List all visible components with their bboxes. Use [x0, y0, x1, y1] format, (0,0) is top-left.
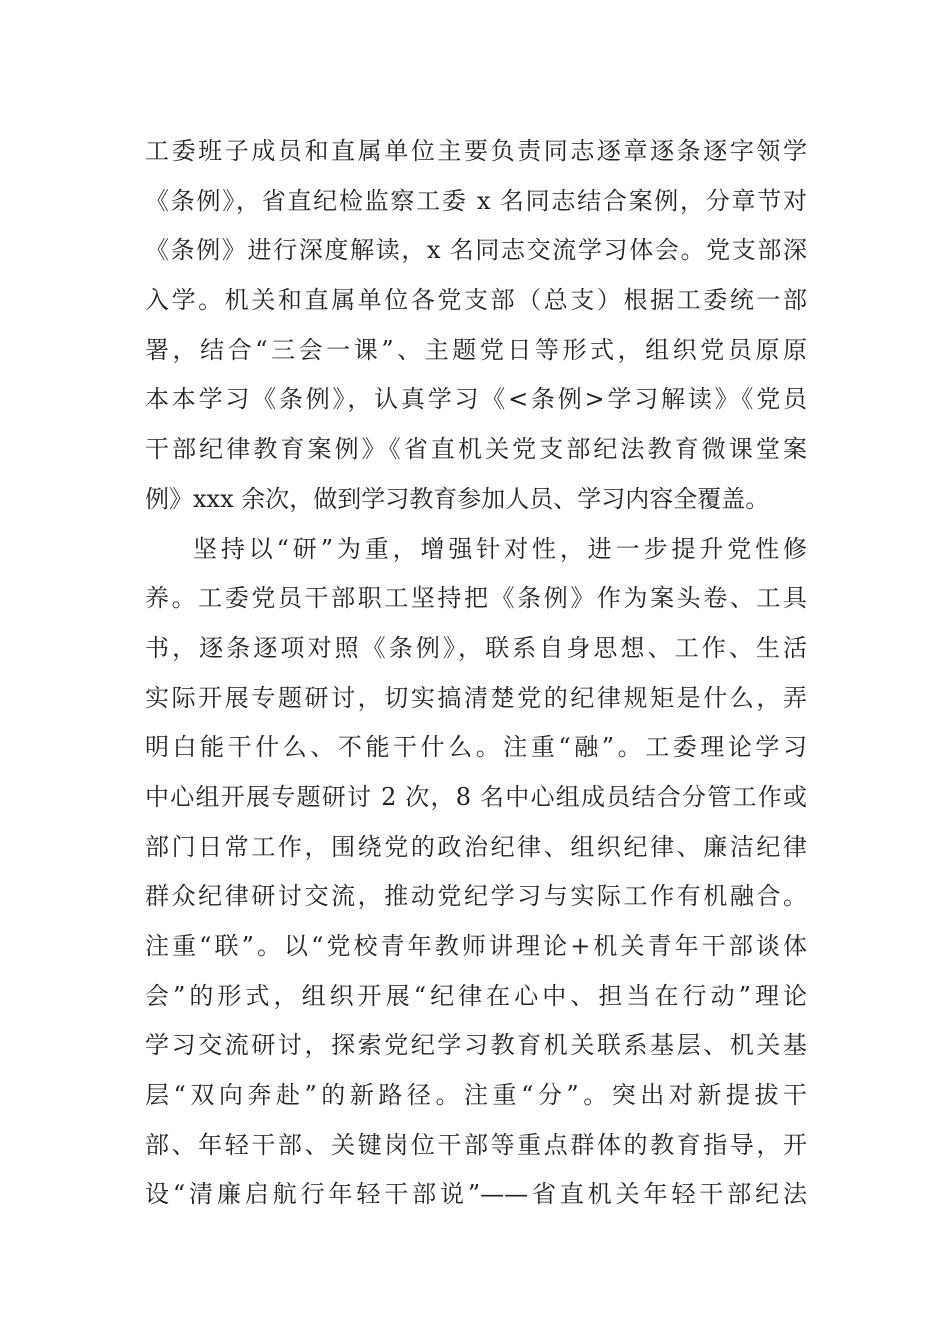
text-line: 会”的形式，组织开展“纪律在心中、担当在行动”理论: [145, 981, 807, 1010]
text-line: 署，结合“三会一课”、主题党日等形式，组织党员原原: [145, 335, 807, 364]
text-line: 《条例》进行深度解读，x 名同志交流学习体会。党支部深: [145, 236, 807, 265]
text-line: 中心组开展专题研讨 2 次，8 名中心组成员结合分管工作或: [145, 782, 807, 811]
text-line: 养。工委党员干部职工坚持把《条例》作为案头卷、工具: [145, 584, 807, 613]
text-line: 设“清廉启航行年轻干部说”——省直机关年轻干部纪法: [145, 1180, 807, 1209]
text-line: 入学。机关和直属单位各党支部（总支）根据工委统一部: [145, 286, 807, 315]
paragraph-start-line: 坚持以“研”为重，增强针对性，进一步提升党性修: [193, 534, 807, 563]
text-line: 干部纪律教育案例》《省直机关党支部纪法教育微课堂案: [145, 435, 807, 464]
text-line: 实际开展专题研讨，切实搞清楚党的纪律规矩是什么，弄: [145, 683, 807, 712]
text-line: 层“双向奔赴”的新路径。注重“分”。突出对新提拔干: [145, 1081, 807, 1110]
text-line: 本本学习《条例》，认真学习《<条例>学习解读》《党员: [145, 385, 807, 414]
text-line: 学习交流研讨，探索党纪学习教育机关联系基层、机关基: [145, 1031, 807, 1060]
text-line: 书，逐条逐项对照《条例》，联系自身思想、工作、生活: [145, 633, 807, 662]
text-line: 《条例》，省直纪检监察工委 x 名同志结合案例，分章节对: [145, 186, 807, 215]
body-text: [145, 127, 807, 1220]
paragraph-end-line: 例》xxx 余次，做到学习教育参加人员、学习内容全覆盖。: [145, 484, 770, 513]
text-line: 部门日常工作，围绕党的政治纪律、组织纪律、廉洁纪律: [145, 832, 807, 861]
text-line: 注重“联”。以“党校青年教师讲理论+机关青年干部谈体: [145, 932, 807, 960]
text-line: 群众纪律研讨交流，推动党纪学习与实际工作有机融合。: [145, 882, 807, 911]
text-line: 工委班子成员和直属单位主要负责同志逐章逐条逐字领学: [145, 137, 807, 165]
text-line: 部、年轻干部、关键岗位干部等重点群体的教育指导，开: [145, 1130, 807, 1159]
text-line: 明白能干什么、不能干什么。注重“融”。工委理论学习: [145, 733, 807, 762]
